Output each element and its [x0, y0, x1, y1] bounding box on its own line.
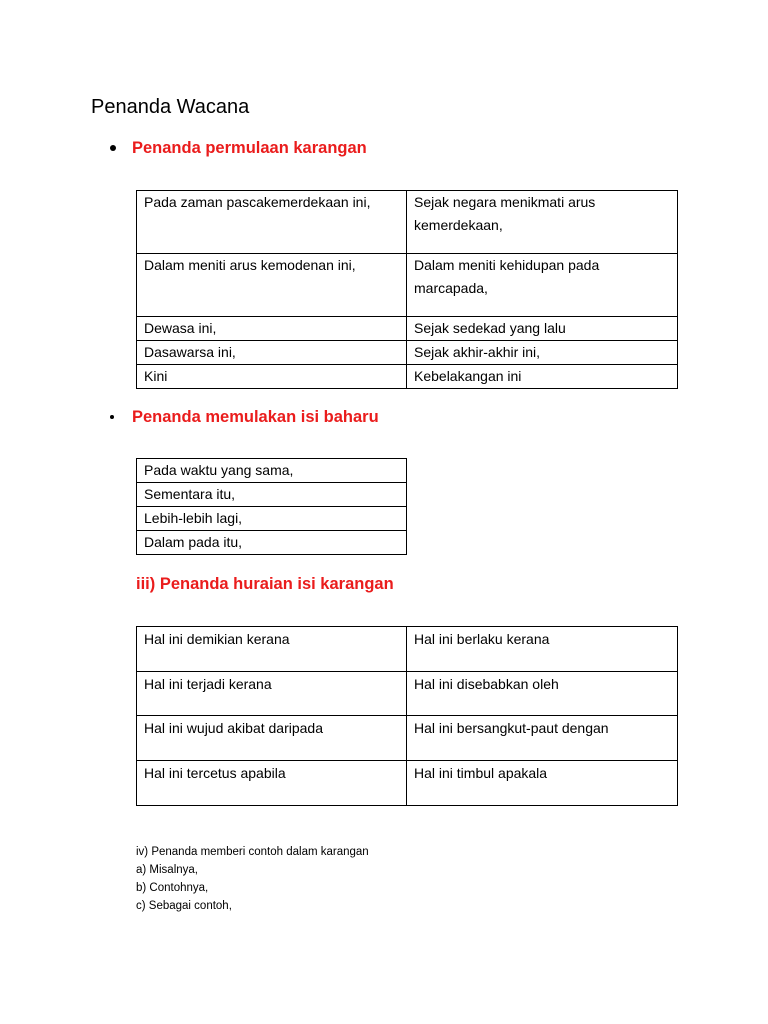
- table-cell: Sejak negara menikmati arus kemerdekaan,: [407, 191, 678, 254]
- section-heading-huraian: iii) Penanda huraian isi karangan: [136, 575, 394, 593]
- table-row: [137, 761, 678, 806]
- table-row: [137, 483, 407, 507]
- table-cell: Sejak sedekad yang lalu: [407, 317, 678, 341]
- table-row: [137, 531, 407, 555]
- table-row: [137, 627, 678, 672]
- bullet-icon: [110, 145, 116, 151]
- list-item: a) Misalnya,: [136, 864, 198, 876]
- table-cell: Sejak akhir-akhir ini,: [407, 341, 678, 365]
- table-row: [137, 254, 678, 317]
- table-cell: Dalam meniti kehidupan pada marcapada,: [407, 254, 678, 317]
- table-cell: Lebih-lebih lagi,: [137, 507, 407, 531]
- table-cell: Hal ini timbul apakala: [407, 761, 678, 806]
- table-row: [137, 672, 678, 716]
- table-cell: Hal ini demikian kerana: [137, 627, 407, 672]
- table-huraian-isi: [136, 626, 678, 806]
- list-item: b) Contohnya,: [136, 882, 209, 894]
- section-heading-permulaan: [110, 137, 367, 159]
- table-cell: Sementara itu,: [137, 483, 407, 507]
- table-cell: Pada waktu yang sama,: [137, 459, 407, 483]
- table-row: [137, 507, 407, 531]
- table-cell: Dalam pada itu,: [137, 531, 407, 555]
- table-cell: Hal ini disebabkan oleh: [407, 672, 678, 716]
- table-cell: Hal ini terjadi kerana: [137, 672, 407, 716]
- table-isi-baharu: [136, 458, 407, 555]
- contoh-heading: iv) Penanda memberi contoh dalam karangan: [136, 846, 369, 858]
- table-cell: Hal ini wujud akibat daripada: [137, 716, 407, 761]
- page-title: Penanda Wacana: [91, 96, 250, 118]
- table-row: [137, 317, 678, 341]
- table-row: [137, 341, 678, 365]
- contoh-list: [136, 843, 369, 915]
- table-cell: Hal ini berlaku kerana: [407, 627, 678, 672]
- table-cell: Kebelakangan ini: [407, 365, 678, 389]
- table-cell: Dasawarsa ini,: [137, 341, 407, 365]
- table-row: [137, 459, 407, 483]
- table-permulaan-karangan: [136, 190, 678, 389]
- table-cell: Dalam meniti arus kemodenan ini,: [137, 254, 407, 317]
- table-row: [137, 716, 678, 761]
- section-heading-label: Penanda memulakan isi baharu: [132, 408, 379, 426]
- bullet-icon: [110, 415, 114, 419]
- table-cell: Hal ini bersangkut-paut dengan: [407, 716, 678, 761]
- table-row: [137, 365, 678, 389]
- section-heading-label: Penanda permulaan karangan: [132, 139, 367, 157]
- table-cell: Hal ini tercetus apabila: [137, 761, 407, 806]
- list-item: c) Sebagai contoh,: [136, 900, 232, 912]
- section-heading-isi-baharu: [110, 406, 379, 428]
- table-cell: Kini: [137, 365, 407, 389]
- table-cell: Dewasa ini,: [137, 317, 407, 341]
- table-row: [137, 191, 678, 254]
- table-cell: Pada zaman pascakemerdekaan ini,: [137, 191, 407, 254]
